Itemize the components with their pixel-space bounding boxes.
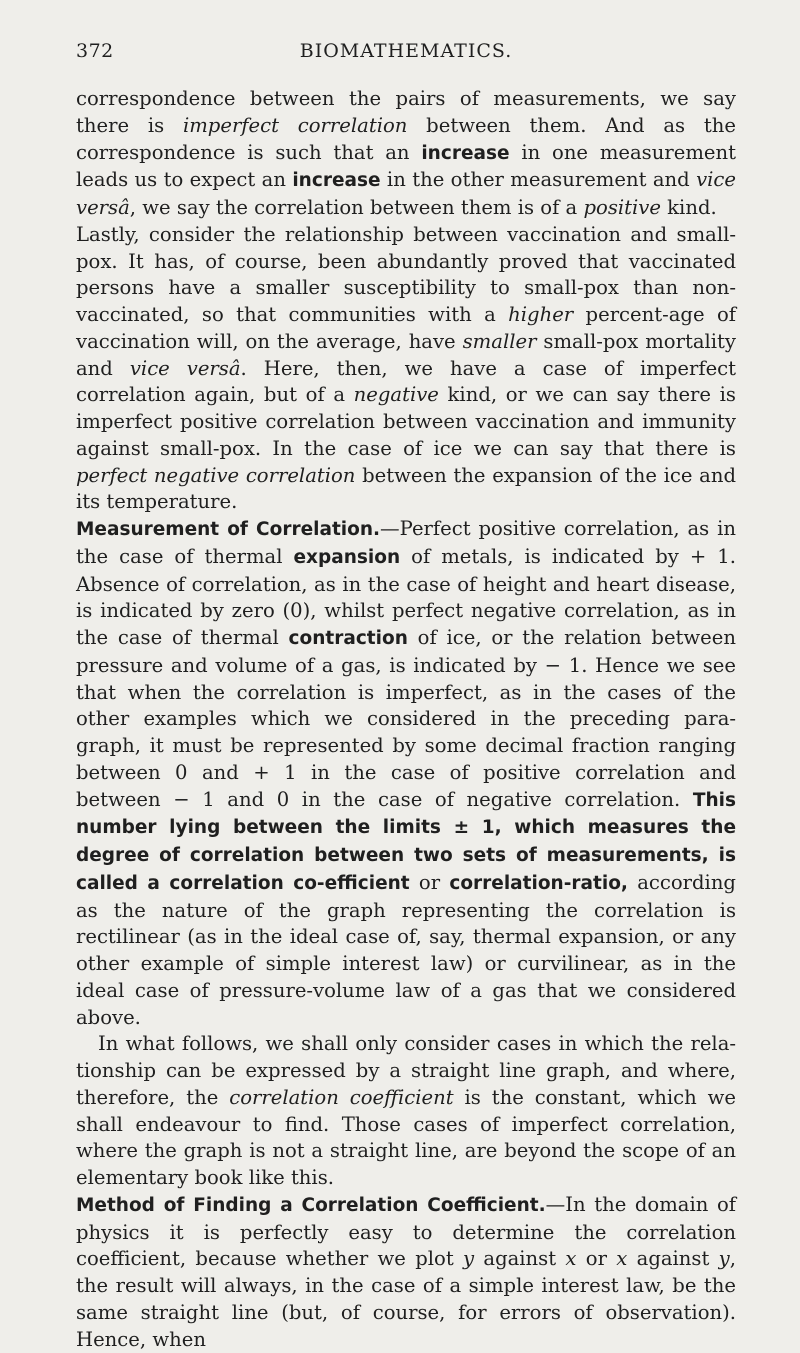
bold-run: increase	[292, 170, 381, 192]
paragraph-5	[76, 1192, 736, 1353]
text-run: between them. And as the correspondence is such that an	[76, 113, 736, 164]
italic-run: vice versâ	[129, 356, 241, 380]
text-run: kind.	[660, 196, 717, 219]
page-number: 372	[76, 40, 114, 62]
text-run: , we say the correlation between them is of a	[129, 196, 584, 219]
text-run: kind, or we can say there is imperfect positive correlation between vaccination and immunity against small-pox. In the case of ice we can say that there is	[76, 383, 736, 460]
italic-run: higher	[508, 303, 574, 326]
text-run: small-pox mortality and	[76, 329, 736, 380]
text-run: , the result will always, in the case of a simple interest law, be the same straight line (but, of course, for errors of observation). Hence, when	[76, 1247, 736, 1351]
bold-run: correlation-ratio,	[449, 872, 628, 894]
text-run: percent-age of vaccination will, on the average, have	[76, 303, 736, 353]
text-run: —Perfect positive correlation, as in the case of thermal	[76, 517, 736, 568]
body-text	[76, 86, 736, 1353]
text-run: . Here, then, we have a case of imperfect correlation again, but of a	[76, 356, 737, 407]
italic-run: positive	[583, 196, 661, 219]
text-run: or	[409, 870, 450, 894]
text-run: or	[576, 1247, 617, 1271]
text-run: Lastly, consider the relationship between vaccination and small-pox. It has, of course, been abundantly proved that vaccinated persons have a smaller susceptibility to small-pox than non-vaccinated, so that communities with a	[76, 222, 736, 326]
italic-run: correlation coefficient	[229, 1085, 454, 1109]
paragraph-3	[76, 516, 736, 1031]
italic-run: x	[565, 1247, 577, 1271]
text-run: against	[474, 1247, 566, 1271]
bold-run: expansion	[293, 546, 401, 568]
italic-run: smaller	[462, 329, 537, 353]
section-heading-measurement: Measurement of Correlation.	[76, 519, 381, 540]
text-run: in one measurement leads us to expect an	[76, 140, 736, 192]
paragraph-2	[76, 222, 736, 516]
text-run: —In the domain of physics it is perfectly easy to determine the correlation coefficient, because whether we plot	[76, 1192, 736, 1271]
section-heading-method: Method of Finding a Correlation Coefficient.	[76, 1194, 546, 1216]
italic-run: imperfect correlation	[182, 113, 408, 137]
text-run: In what follows, we shall only consider cases in which the rela-tionship can be expressed by a straight line graph, and where, therefore, the	[76, 1032, 736, 1109]
italic-run: y	[463, 1247, 475, 1271]
text-run: according as the nature of the graph representing the correlation is rectilinear (as in the ideal case of, say, thermal expansion, or any other example of simple interest law) or curvilinear, as in the ideal case of pressure-volume law of a gas that we considered above.	[76, 870, 736, 1029]
text-run: in the other measurement and	[380, 168, 697, 192]
bold-run: This number lying between the limits ± 1, which measures the degree of correlation between two sets of measurements, is called a correlation co-efficient	[76, 789, 736, 894]
text-run: of ice, or the relation between pressure and volume of a gas, is indicated by − 1. Hence we see that when the correlation is imperfect, as in the cases of the other examples which we considered in the preceding para-graph, it must be represented by some decimal fraction ranging between 0 and + 1 in the case of positive correlation and between − 1 and 0 in the case of negative correlation.	[76, 626, 736, 811]
page-header	[76, 20, 736, 60]
running-head: BIOMATHEMATICS.	[299, 40, 513, 62]
paragraph-1	[76, 86, 736, 222]
bold-run: increase	[421, 142, 510, 164]
text-run: is the constant, which we shall endeavour to find. Those cases of imperfect correlation, where the graph is not a straight line, are beyond the scope of an elementary book like this.	[76, 1085, 736, 1189]
italic-run: vice versâ	[76, 168, 736, 219]
paragraph-4	[76, 1031, 736, 1192]
italic-run: x	[616, 1247, 628, 1271]
italic-run: perfect negative correlation	[76, 463, 356, 487]
italic-run: y	[718, 1247, 730, 1271]
bold-run: contraction	[288, 628, 408, 649]
text-run: between the expansion of the ice and its temperature.	[76, 463, 736, 514]
italic-run: negative	[353, 383, 439, 407]
text-run: of metals, is indicated by + 1. Absence of correlation, as in the case of height and heart disease, is indicated by zero (0), whilst perfect negative correlation, as in the case of thermal	[76, 544, 736, 649]
text-run: correspondence between the pairs of measurements, we say there is	[76, 87, 736, 137]
text-run: against	[627, 1247, 719, 1271]
